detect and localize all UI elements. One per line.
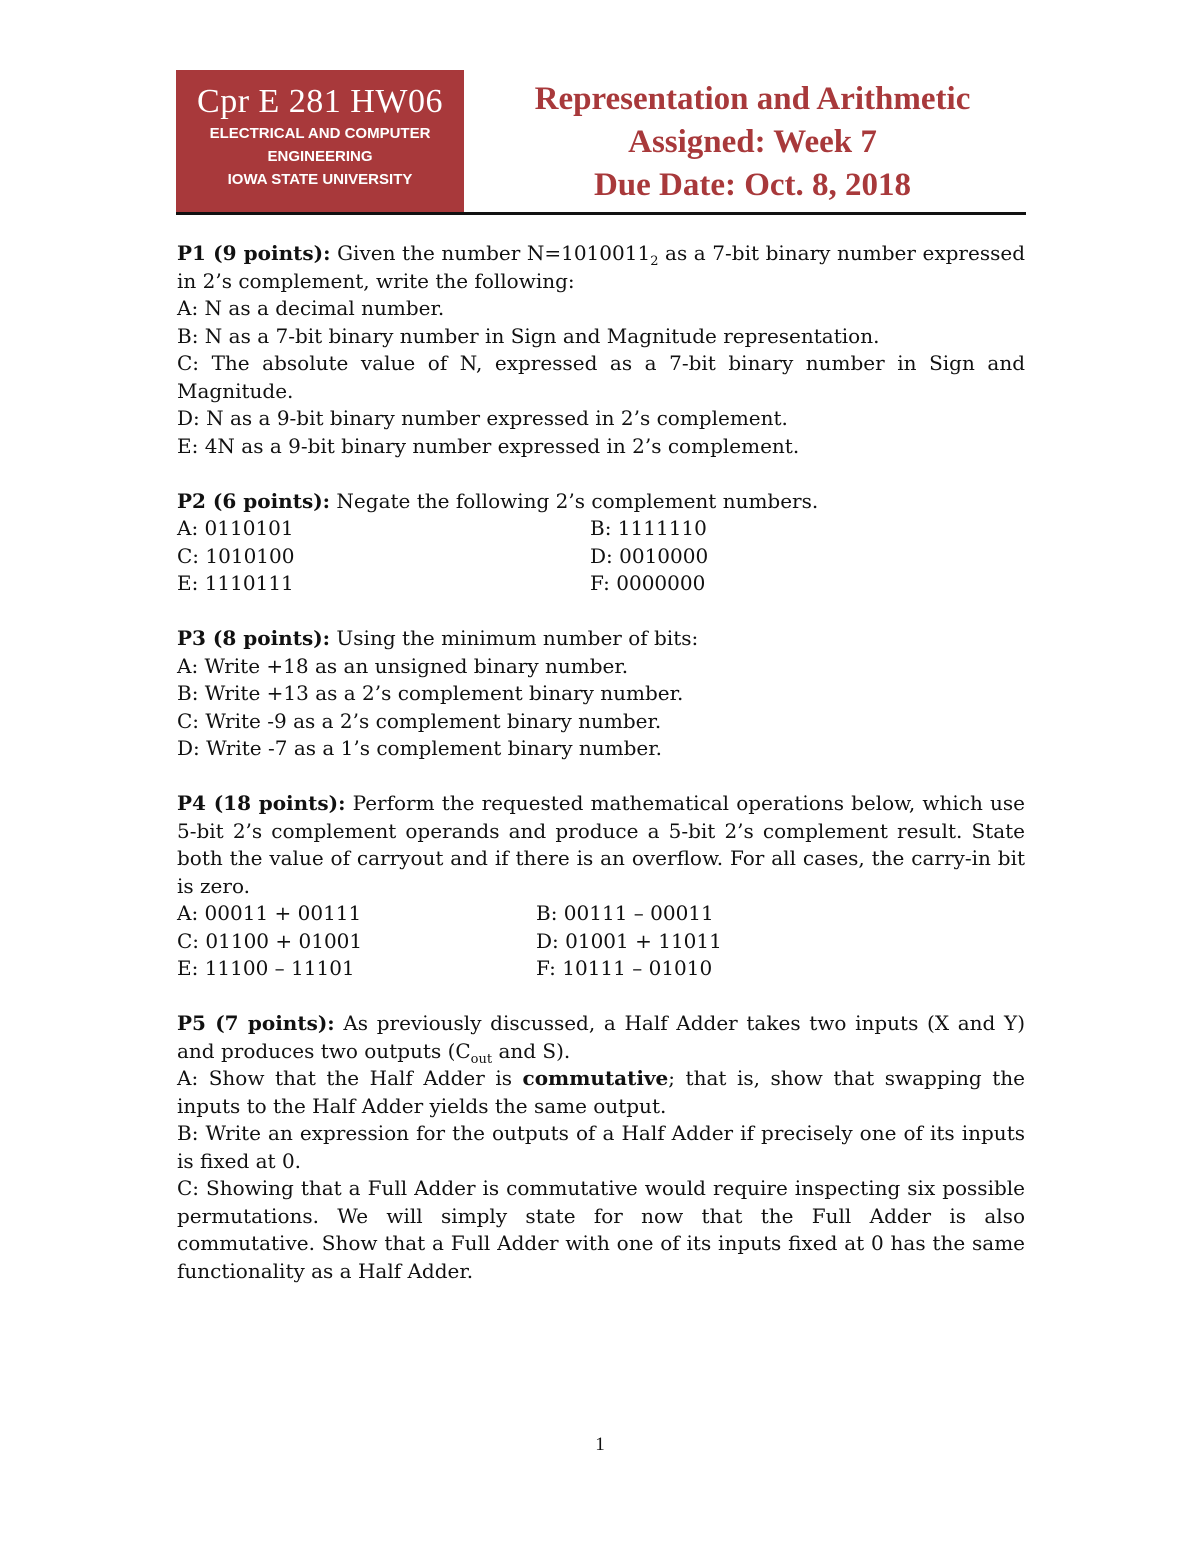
problem-4-row: E: 11100 – 11101 F: 10111 – 01010 xyxy=(177,956,713,980)
cout-subscript: out xyxy=(470,1051,493,1067)
assignment-header xyxy=(480,78,1025,207)
due-date: Due Date: Oct. 8, 2018 xyxy=(593,167,912,203)
problem-4-row: A: 00011 + 00111 B: 00111 – 00011 xyxy=(177,901,714,925)
problem-3-intro: P3 (8 points): Using the minimum number of bits: xyxy=(177,626,699,650)
course-banner xyxy=(176,70,464,213)
problem-4-row: C: 01100 + 01001 D: 01001 + 11011 xyxy=(177,928,722,953)
assigned-week: Assigned: Week 7 xyxy=(628,124,877,160)
problem-1-item-a: A: N as a decimal number. xyxy=(177,296,445,320)
problem-2-row: E: 1110111 F: 0000000 xyxy=(177,571,706,595)
assignment-title: Representation and Arithmetic xyxy=(534,81,971,117)
problem-3-item-b: B: Write +13 as a 2’s complement binary number. xyxy=(177,681,684,705)
problem-5-item-a: A: Show that the Half Adder is commutative; that is, show that swapping the inputs to the Half Adder yields the same output. xyxy=(177,1066,1025,1118)
problem-5-item-c: C: Showing that a Full Adder is commutative would require inspecting six possible permutations. We will simply state for now that the Full Adder is also commutative. Show that a Full Adder with one of its inputs fixed at 0 has the same functionality as a Half Adder. xyxy=(177,1176,1025,1283)
problem-4-label: P4 (18 points): xyxy=(177,791,346,815)
problem-3-label: P3 (8 points): xyxy=(177,626,331,650)
problem-4-intro: P4 (18 points): Perform the requested mathematical operations below, which use 5-bit 2’s complement operands and produce a 5-bit 2’s complement result. State both the value of carryout and if there is an overflow. For all cases, the carry-in bit is zero. xyxy=(177,791,1025,898)
problem-3-item-a: A: Write +18 as an unsigned binary number. xyxy=(177,653,629,678)
dept-line-1: ELECTRICAL AND COMPUTER xyxy=(209,125,431,142)
problem-1-label: P1 (9 points): xyxy=(177,241,331,265)
problem-5-item-b: B: Write an expression for the outputs of a Half Adder if precisely one of its inputs is fixed at 0. xyxy=(177,1121,1025,1173)
problem-2-intro: P2 (6 points): Negate the following 2’s complement numbers. xyxy=(177,488,819,513)
problem-5-intro: P5 (7 points): As previously discussed, a Half Adder takes two inputs (X and Y) and produces two outputs ($C_{out}$ and S). xyxy=(177,1011,1025,1067)
problem-2-row: A: 0110101 B: 1111110 xyxy=(177,516,707,540)
problem-5-label: P5 (7 points): xyxy=(177,1011,335,1035)
page-number: 1 xyxy=(595,1434,605,1455)
problem-1-item-b: B: N as a 7-bit binary number in Sign and Magnitude representation. xyxy=(177,323,880,348)
base-subscript: 2 xyxy=(650,254,659,269)
problem-2-label: P2 (6 points): xyxy=(177,488,331,513)
problem-3-item-d: D: Write -7 as a 1’s complement binary number. xyxy=(177,736,662,760)
header-divider xyxy=(176,212,1026,215)
course-title: Cpr E 281 HW06 xyxy=(197,83,443,120)
problem-1-item-d: D: N as a 9-bit binary number expressed in 2’s complement. xyxy=(177,406,788,430)
dept-line-3: IOWA STATE UNIVERSITY xyxy=(227,171,413,188)
problem-5 xyxy=(177,1010,1025,1285)
problem-3-item-c: C: Write -9 as a 2’s complement binary number. xyxy=(177,708,662,733)
problem-2 xyxy=(177,488,1025,598)
problem-list xyxy=(177,240,1025,1313)
problem-4 xyxy=(177,790,1025,983)
commutative-term: commutative xyxy=(522,1066,669,1090)
problem-2-row: C: 1010100 D: 0010000 xyxy=(177,543,709,568)
problem-3 xyxy=(177,625,1025,763)
problem-1-intro: P1 (9 points): Given the number $N=1010011_2$ as a 7-bit binary number expressed in 2’s complement, write the following: xyxy=(177,241,1025,293)
problem-1-item-e: E: 4N as a 9-bit binary number expressed in 2’s complement. xyxy=(177,433,800,458)
problem-1 xyxy=(177,240,1025,460)
dept-line-2: ENGINEERING xyxy=(267,148,373,165)
problem-1-item-c: C: The absolute value of N, expressed as a 7-bit binary number in Sign and Magnitude. xyxy=(177,351,1025,403)
